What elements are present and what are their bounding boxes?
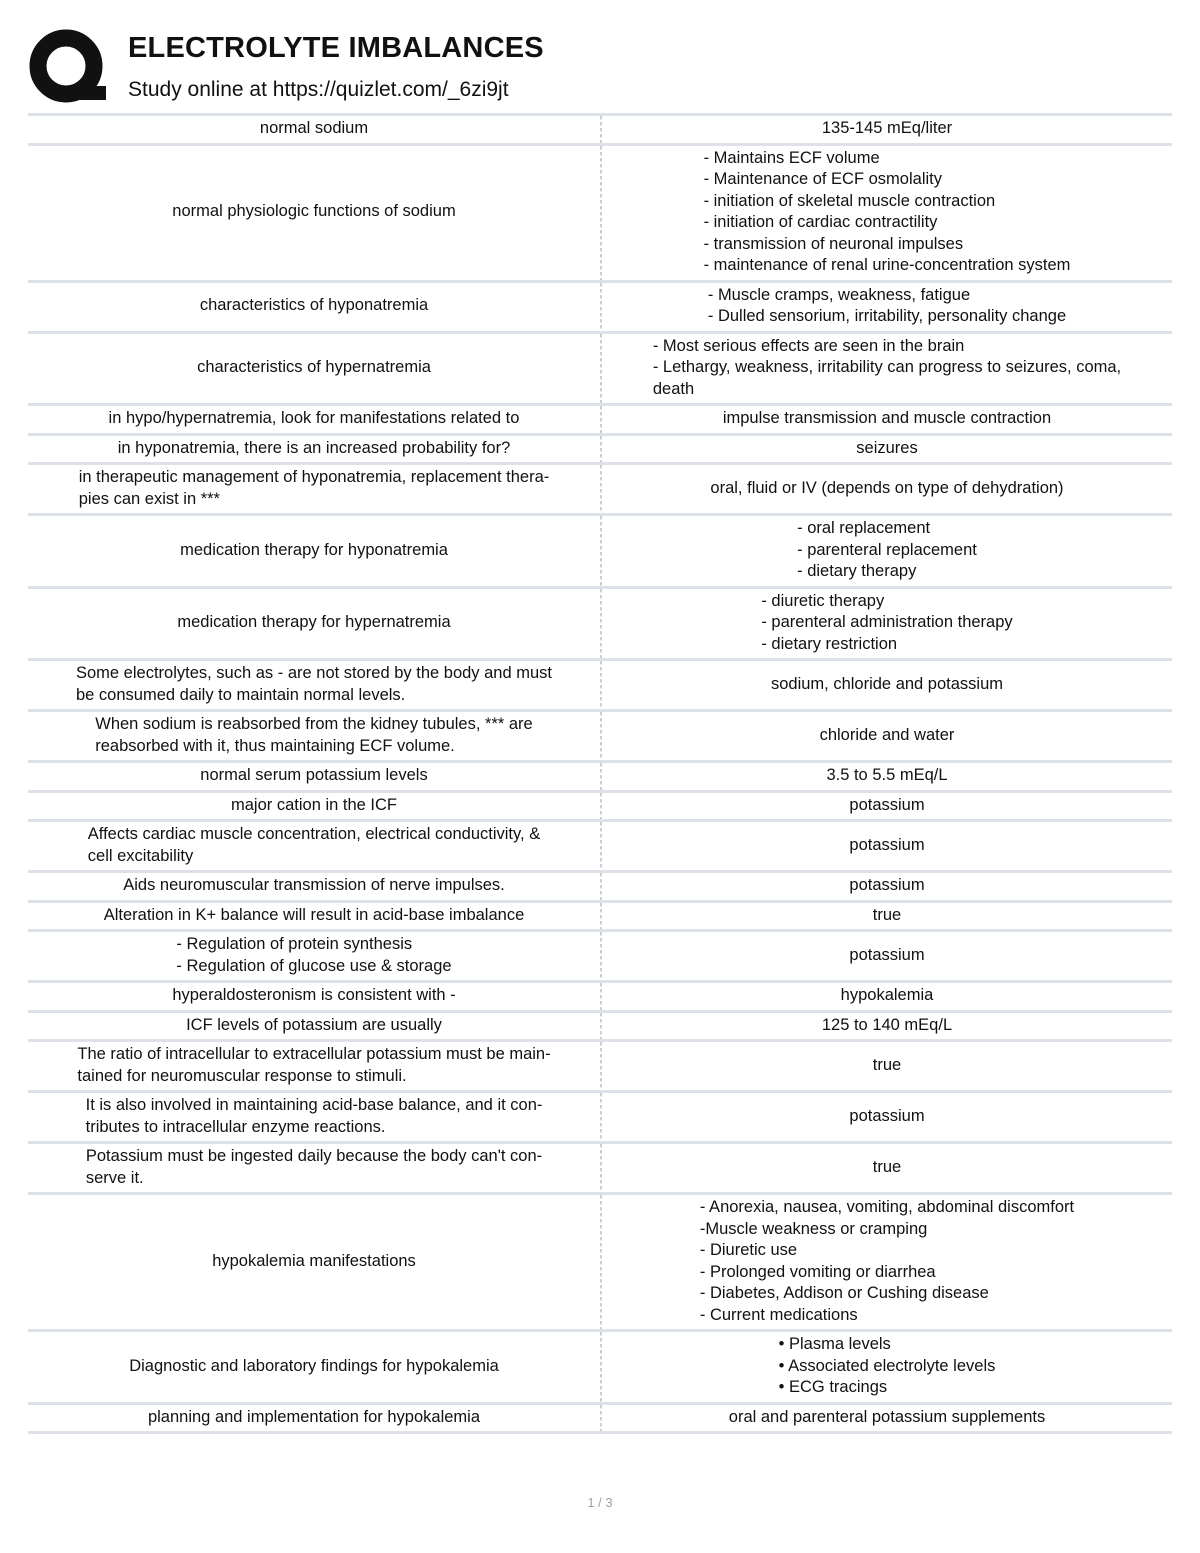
card-definition bbox=[602, 115, 1172, 145]
card-definition-line: - initiation of skeletal muscle contraction bbox=[703, 191, 996, 210]
card-term-text bbox=[260, 118, 368, 140]
flashcard-row bbox=[28, 115, 1172, 145]
card-definition-line: potassium bbox=[849, 1106, 925, 1125]
flashcard-row bbox=[28, 1194, 1172, 1331]
card-term-text bbox=[186, 1015, 442, 1037]
card-definition-line: potassium bbox=[849, 795, 925, 814]
card-definition bbox=[602, 515, 1172, 588]
flashcard-row bbox=[28, 1403, 1172, 1433]
flashcard-row bbox=[28, 931, 1172, 982]
card-term bbox=[28, 931, 600, 982]
card-definition bbox=[602, 901, 1172, 931]
card-term-line: serve it. bbox=[85, 1168, 144, 1187]
card-definition-line: potassium bbox=[849, 835, 925, 854]
card-term bbox=[28, 1041, 600, 1092]
card-definition-line: impulse transmission and muscle contraction bbox=[722, 409, 1052, 427]
flashcard-row bbox=[28, 1092, 1172, 1143]
card-definition bbox=[602, 1011, 1172, 1041]
card-definition-line: 125 to 140 mEq/L bbox=[821, 1015, 953, 1034]
card-term-text bbox=[86, 1095, 543, 1138]
flashcard-row bbox=[28, 405, 1172, 435]
card-definition-text bbox=[704, 148, 1071, 277]
card-term-line: cell excitability bbox=[87, 846, 194, 865]
card-term bbox=[28, 1011, 600, 1041]
card-definition bbox=[602, 1143, 1172, 1194]
card-term bbox=[28, 791, 600, 821]
card-term-line: normal sodium bbox=[259, 119, 369, 137]
flashcard-row bbox=[28, 1011, 1172, 1041]
flashcard-row bbox=[28, 711, 1172, 762]
card-term-line: Potassium must be ingested daily because the body can't con- bbox=[85, 1147, 543, 1165]
card-definition-line: seizures bbox=[856, 438, 918, 457]
card-definition-text bbox=[873, 1157, 901, 1179]
card-definition-line: true bbox=[872, 1157, 902, 1176]
quizlet-logo-icon bbox=[28, 28, 108, 108]
card-definition-text bbox=[822, 1015, 952, 1037]
card-definition-line: - Lethargy, weakness, irritability can progress to seizures, coma, bbox=[652, 358, 1122, 376]
card-definition-line: • ECG tracings bbox=[778, 1378, 888, 1396]
card-term bbox=[28, 587, 600, 660]
card-definition-line: 3.5 to 5.5 mEq/L bbox=[826, 766, 948, 784]
card-term-text bbox=[212, 1251, 416, 1273]
card-definition-line: -Muscle weakness or cramping bbox=[699, 1219, 928, 1238]
flashcard-table-body bbox=[28, 115, 1172, 1433]
card-definition bbox=[602, 1331, 1172, 1404]
card-term bbox=[28, 332, 600, 405]
card-definition-line: true bbox=[872, 1055, 902, 1074]
card-term-line: reabsorbed with it, thus maintaining ECF volume. bbox=[95, 736, 455, 755]
card-definition bbox=[602, 587, 1172, 660]
card-definition-text bbox=[841, 985, 934, 1007]
card-definition-line: potassium bbox=[849, 876, 925, 894]
flashcard-row bbox=[28, 901, 1172, 931]
card-term bbox=[28, 660, 600, 711]
card-definition-text bbox=[700, 1197, 1074, 1326]
card-definition-text bbox=[779, 1334, 996, 1399]
card-definition-text bbox=[710, 478, 1063, 500]
card-definition-text bbox=[729, 1407, 1045, 1429]
flashcard-row bbox=[28, 515, 1172, 588]
flashcard-row bbox=[28, 1331, 1172, 1404]
card-term-line: medication therapy for hyponatremia bbox=[180, 540, 448, 559]
card-term-line: normal serum potassium levels bbox=[200, 766, 428, 784]
card-term bbox=[28, 434, 600, 464]
card-definition-text bbox=[708, 285, 1066, 328]
card-term bbox=[28, 872, 600, 902]
flashcard-row bbox=[28, 821, 1172, 872]
flashcard-row bbox=[28, 464, 1172, 515]
card-term bbox=[28, 821, 600, 872]
card-definition-line: - initiation of cardiac contractility bbox=[703, 213, 938, 231]
card-term-text bbox=[77, 1044, 550, 1087]
flashcard-row bbox=[28, 144, 1172, 281]
card-definition bbox=[602, 464, 1172, 515]
flashcard-row bbox=[28, 791, 1172, 821]
card-term bbox=[28, 464, 600, 515]
card-term-text bbox=[200, 765, 427, 787]
card-definition bbox=[602, 982, 1172, 1012]
card-term bbox=[28, 1403, 600, 1433]
card-term-line: characteristics of hypernatremia bbox=[197, 358, 431, 376]
card-term-text bbox=[88, 824, 540, 867]
card-term-line: normal physiologic functions of sodium bbox=[172, 202, 456, 221]
card-term-text bbox=[231, 795, 397, 817]
card-term-line: Aids neuromuscular transmission of nerve impulses. bbox=[123, 876, 505, 894]
card-term-line: major cation in the ICF bbox=[231, 795, 397, 814]
card-term-text bbox=[95, 714, 532, 757]
card-term bbox=[28, 982, 600, 1012]
card-definition-text bbox=[822, 118, 952, 140]
card-definition-text bbox=[826, 765, 947, 787]
card-definition-line: - parenteral replacement bbox=[797, 540, 977, 559]
card-term-text bbox=[197, 357, 431, 379]
card-definition-line: true bbox=[872, 905, 902, 924]
card-definition-line: - Dulled sensorium, irritability, personality change bbox=[707, 307, 1067, 325]
card-term-line: hyperaldosteronism is consistent with - bbox=[172, 986, 456, 1004]
card-term-line: hypokalemia manifestations bbox=[212, 1251, 416, 1270]
card-term-text bbox=[109, 408, 520, 430]
flashcard-row bbox=[28, 982, 1172, 1012]
card-term bbox=[28, 405, 600, 435]
card-term-line: Affects cardiac muscle concentration, electrical conductivity, & bbox=[87, 825, 541, 843]
card-term-line: in hyponatremia, there is an increased probability for? bbox=[117, 438, 511, 457]
card-definition-line: potassium bbox=[849, 945, 925, 964]
card-term-text bbox=[129, 1356, 499, 1378]
card-definition-line: - Current medications bbox=[699, 1305, 858, 1324]
card-definition-text bbox=[873, 1055, 901, 1077]
card-definition-line: - dietary restriction bbox=[761, 634, 898, 653]
card-term bbox=[28, 1092, 600, 1143]
card-term-line: The ratio of intracellular to extracellular potassium must be main- bbox=[77, 1045, 551, 1063]
card-definition-line: - parenteral administration therapy bbox=[761, 613, 1013, 631]
card-definition-line: - Prolonged vomiting or diarrhea bbox=[699, 1262, 936, 1281]
card-definition bbox=[602, 931, 1172, 982]
card-term-text bbox=[86, 1146, 542, 1189]
card-term bbox=[28, 515, 600, 588]
card-definition-text bbox=[849, 945, 924, 967]
card-term bbox=[28, 115, 600, 145]
card-definition-line: - transmission of neuronal impulses bbox=[703, 234, 964, 253]
card-definition-line: • Associated electrolyte levels bbox=[778, 1356, 996, 1375]
card-definition-line: - maintenance of renal urine-concentration system bbox=[703, 256, 1071, 274]
card-definition-line: oral, fluid or IV (depends on type of dehydration) bbox=[710, 478, 1064, 497]
card-definition-text bbox=[761, 591, 1012, 656]
card-term-line: - Regulation of glucose use & storage bbox=[176, 956, 452, 975]
card-definition bbox=[602, 332, 1172, 405]
flashcard-row bbox=[28, 762, 1172, 792]
card-definition bbox=[602, 281, 1172, 332]
card-term-line: pies can exist in *** bbox=[78, 489, 220, 508]
card-definition-line: - Maintenance of ECF osmolality bbox=[703, 170, 942, 188]
card-term bbox=[28, 711, 600, 762]
card-term-line: It is also involved in maintaining acid-base balance, and it con- bbox=[85, 1096, 543, 1114]
card-term-line: ICF levels of potassium are usually bbox=[186, 1015, 442, 1034]
card-definition bbox=[602, 1194, 1172, 1331]
card-definition bbox=[602, 405, 1172, 435]
card-definition bbox=[602, 872, 1172, 902]
card-definition bbox=[602, 144, 1172, 281]
card-definition-line: - Muscle cramps, weakness, fatigue bbox=[707, 285, 971, 304]
card-term-line: in hypo/hypernatremia, look for manifestations related to bbox=[108, 409, 520, 427]
card-term-text bbox=[172, 201, 455, 223]
card-definition-text bbox=[856, 438, 917, 460]
card-definition bbox=[602, 791, 1172, 821]
card-term-text bbox=[79, 467, 550, 510]
card-definition bbox=[602, 434, 1172, 464]
card-term-text bbox=[172, 985, 455, 1007]
card-term-text bbox=[118, 438, 511, 460]
card-definition-text bbox=[771, 674, 1003, 696]
card-term-line: tributes to intracellular enzyme reactions. bbox=[85, 1117, 386, 1136]
card-term-text bbox=[76, 663, 552, 706]
flashcard-row bbox=[28, 434, 1172, 464]
card-term bbox=[28, 901, 600, 931]
card-term-line: Alteration in K+ balance will result in acid-base imbalance bbox=[103, 905, 525, 924]
card-term bbox=[28, 1194, 600, 1331]
card-definition-line: • Plasma levels bbox=[778, 1335, 891, 1353]
flashcard-row bbox=[28, 587, 1172, 660]
card-definition-line: sodium, chloride and potassium bbox=[770, 674, 1004, 693]
card-definition bbox=[602, 1403, 1172, 1433]
card-term-line: in therapeutic management of hyponatremia, replacement thera- bbox=[78, 468, 550, 486]
card-definition-line: chloride and water bbox=[819, 725, 955, 744]
card-term-line: When sodium is reabsorbed from the kidney tubules, *** are bbox=[95, 715, 533, 733]
card-definition-line: - Diuretic use bbox=[699, 1241, 798, 1259]
card-term-line: medication therapy for hypernatremia bbox=[177, 613, 451, 631]
card-definition-text bbox=[873, 905, 901, 927]
card-term-text bbox=[148, 1407, 480, 1429]
card-definition bbox=[602, 711, 1172, 762]
card-definition-line: - oral replacement bbox=[797, 519, 931, 537]
card-definition-text bbox=[849, 795, 924, 817]
card-term-line: Some electrolytes, such as - are not stored by the body and must bbox=[76, 664, 552, 682]
card-term-line: tained for neuromuscular response to stimuli. bbox=[77, 1066, 407, 1085]
card-definition-line: oral and parenteral potassium supplements bbox=[728, 1407, 1046, 1426]
card-definition bbox=[602, 1041, 1172, 1092]
card-term-text bbox=[176, 934, 451, 977]
card-term bbox=[28, 144, 600, 281]
card-definition-text bbox=[653, 336, 1121, 401]
card-term bbox=[28, 281, 600, 332]
card-definition-line: - Most serious effects are seen in the brain bbox=[652, 336, 965, 355]
document-title: ELECTROLYTE IMBALANCES bbox=[128, 32, 544, 64]
card-definition-text bbox=[797, 518, 977, 583]
card-term-text bbox=[200, 295, 428, 317]
card-definition-line: 135-145 mEq/liter bbox=[821, 119, 953, 137]
card-term bbox=[28, 1143, 600, 1194]
flashcard-row bbox=[28, 660, 1172, 711]
card-term-text bbox=[180, 540, 448, 562]
card-term-text bbox=[123, 875, 505, 897]
card-definition-line: - dietary therapy bbox=[797, 562, 917, 580]
card-definition-text bbox=[820, 725, 955, 747]
flashcard-table bbox=[28, 113, 1172, 1434]
flashcard-row bbox=[28, 872, 1172, 902]
card-definition bbox=[602, 1092, 1172, 1143]
card-definition-text bbox=[849, 1106, 924, 1128]
flashcard-row bbox=[28, 1143, 1172, 1194]
card-definition bbox=[602, 762, 1172, 792]
card-definition bbox=[602, 821, 1172, 872]
card-term-line: Diagnostic and laboratory findings for hypokalemia bbox=[129, 1356, 499, 1375]
card-definition-line: - Diabetes, Addison or Cushing disease bbox=[699, 1284, 989, 1302]
card-definition-text bbox=[723, 408, 1051, 430]
card-definition-line: - Maintains ECF volume bbox=[703, 148, 880, 167]
card-term bbox=[28, 1331, 600, 1404]
card-term bbox=[28, 762, 600, 792]
card-term-text bbox=[104, 905, 525, 927]
card-term-line: characteristics of hyponatremia bbox=[199, 296, 429, 315]
card-definition-line: - diuretic therapy bbox=[761, 591, 885, 610]
study-online-link[interactable]: Study online at https://quizlet.com/_6zi9jt bbox=[128, 78, 509, 101]
card-definition-text bbox=[849, 875, 924, 897]
card-term-line: planning and implementation for hypokalemia bbox=[147, 1407, 481, 1426]
card-term-text bbox=[177, 612, 450, 634]
card-definition-line: - Anorexia, nausea, vomiting, abdominal discomfort bbox=[699, 1198, 1075, 1216]
card-term-line: be consumed daily to maintain normal levels. bbox=[76, 685, 406, 704]
flashcard-row bbox=[28, 1041, 1172, 1092]
card-definition-line: death bbox=[652, 379, 695, 398]
document-header bbox=[28, 24, 1178, 114]
card-definition-line: hypokalemia bbox=[840, 986, 934, 1004]
flashcard-row bbox=[28, 281, 1172, 332]
card-definition-text bbox=[849, 835, 924, 857]
page-number: 1 / 3 bbox=[587, 1495, 613, 1510]
flashcard-row bbox=[28, 332, 1172, 405]
card-term-line: - Regulation of protein synthesis bbox=[176, 935, 413, 953]
card-definition bbox=[602, 660, 1172, 711]
